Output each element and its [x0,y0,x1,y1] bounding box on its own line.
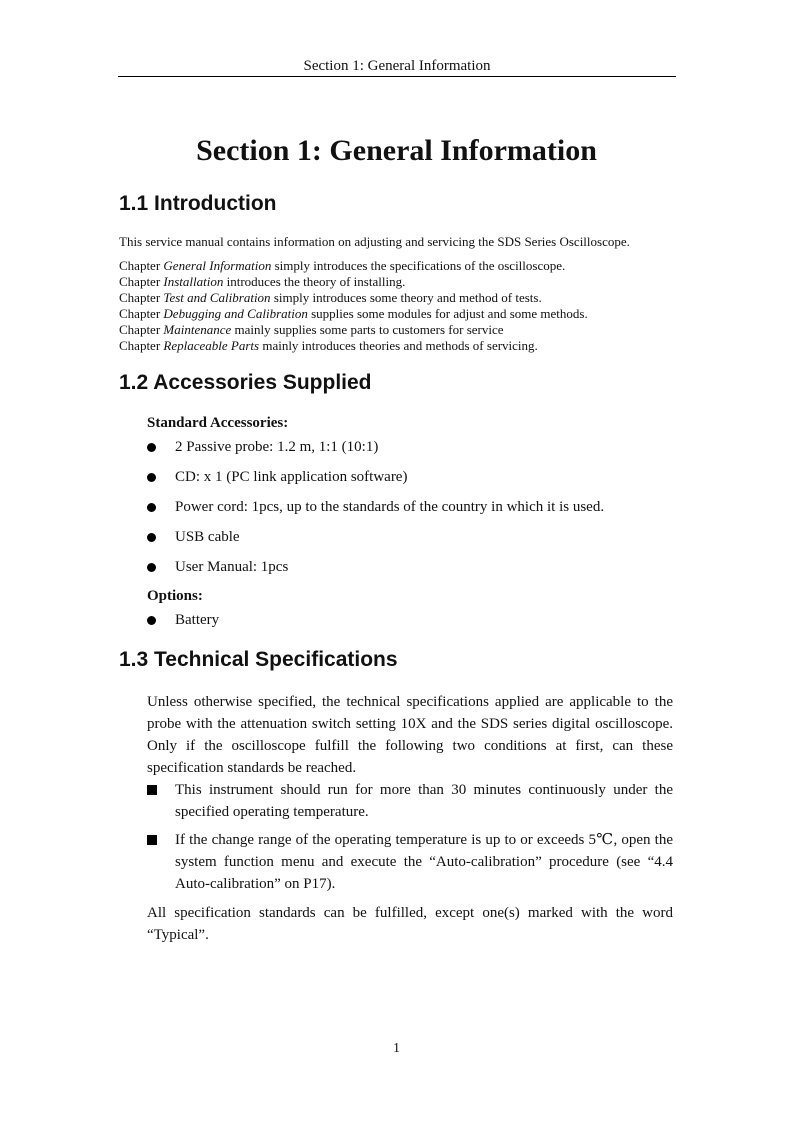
chapter-item [119,322,588,338]
bullet-icon [147,563,156,572]
specs-paragraph: Unless otherwise specified, the technical specifications applied are applicable to the probe with the attenuation switch setting 10X and the SDS series digital oscilloscope. Only if the oscilloscope fulfill the following two conditions at first, can these specification standards be reached. [147,694,673,776]
bullet-icon [147,533,156,542]
section-heading-introduction: 1.1 Introduction [119,192,277,215]
bullet-icon [147,443,156,452]
chapter-prefix: Chapter [119,258,164,273]
chapter-prefix: Chapter [119,322,164,337]
chapter-desc: introduces the theory of installing. [223,274,406,289]
chapter-item [119,274,588,290]
condition-text: If the change range of the operating temperature is up to or exceeds 5℃, open the system function menu and execute the “Auto-calibration” procedure (see “4.4 Auto-calibration” on P17). [175,832,673,892]
page-title: Section 1: General Information [196,134,597,167]
chapter-desc: simply introduces some theory and method of tests. [270,290,542,305]
list-item-text: 2 Passive probe: 1.2 m, 1:1 (10:1) [175,439,379,455]
page-number: 1 [393,1041,400,1056]
condition-item [147,829,673,895]
chapter-item [119,306,588,322]
chapter-item [119,290,588,306]
section-heading-specifications: 1.3 Technical Specifications [119,648,398,671]
chapter-desc: simply introduces the specifications of the oscilloscope. [271,258,566,273]
chapter-name: Debugging and Calibration [163,306,308,321]
chapter-name: Maintenance [163,322,232,337]
chapter-prefix: Chapter [119,338,164,353]
bullet-icon [147,473,156,482]
list-item [147,612,219,629]
chapter-prefix: Chapter [119,274,164,289]
list-item-text: Power cord: 1pcs, up to the standards of the country in which it is used. [175,499,605,515]
square-bullet-icon [147,785,157,795]
running-header: Section 1: General Information [118,58,676,77]
intro-summary: This service manual contains information on adjusting and servicing the SDS Series Oscilloscope. [119,234,630,249]
chapter-desc: mainly introduces theories and methods of servicing. [259,338,538,353]
list-item-text: Battery [175,612,220,628]
list-item [147,499,604,516]
chapter-prefix: Chapter [119,290,164,305]
chapter-item [119,338,588,354]
chapter-name: Installation [163,274,224,289]
list-item [147,469,407,486]
specs-closing: All specification standards can be fulfilled, except one(s) marked with the word “Typical”. [147,905,673,943]
chapter-item [119,258,588,274]
list-item [147,529,240,546]
chapter-name: Replaceable Parts [163,338,260,353]
bullet-icon [147,503,156,512]
section-heading-accessories: 1.2 Accessories Supplied [119,371,372,394]
list-item-text: USB cable [175,529,240,545]
bullet-icon [147,616,156,625]
condition-item [147,779,673,823]
chapter-name: Test and Calibration [163,290,271,305]
square-bullet-icon [147,835,157,845]
chapter-name: General Information [163,258,272,273]
options-label: Options: [147,588,203,604]
chapter-prefix: Chapter [119,306,164,321]
chapter-desc: mainly supplies some parts to customers for service [231,322,504,337]
list-item [147,559,288,576]
list-item-text: CD: x 1 (PC link application software) [175,469,408,485]
chapter-list [119,258,588,354]
chapter-desc: supplies some modules for adjust and some methods. [307,306,588,321]
condition-text: This instrument should run for more than 30 minutes continuously under the specified operating temperature. [175,782,673,820]
list-item-text: User Manual: 1pcs [175,559,289,575]
standard-accessories-label: Standard Accessories: [147,415,289,431]
list-item [147,439,378,456]
